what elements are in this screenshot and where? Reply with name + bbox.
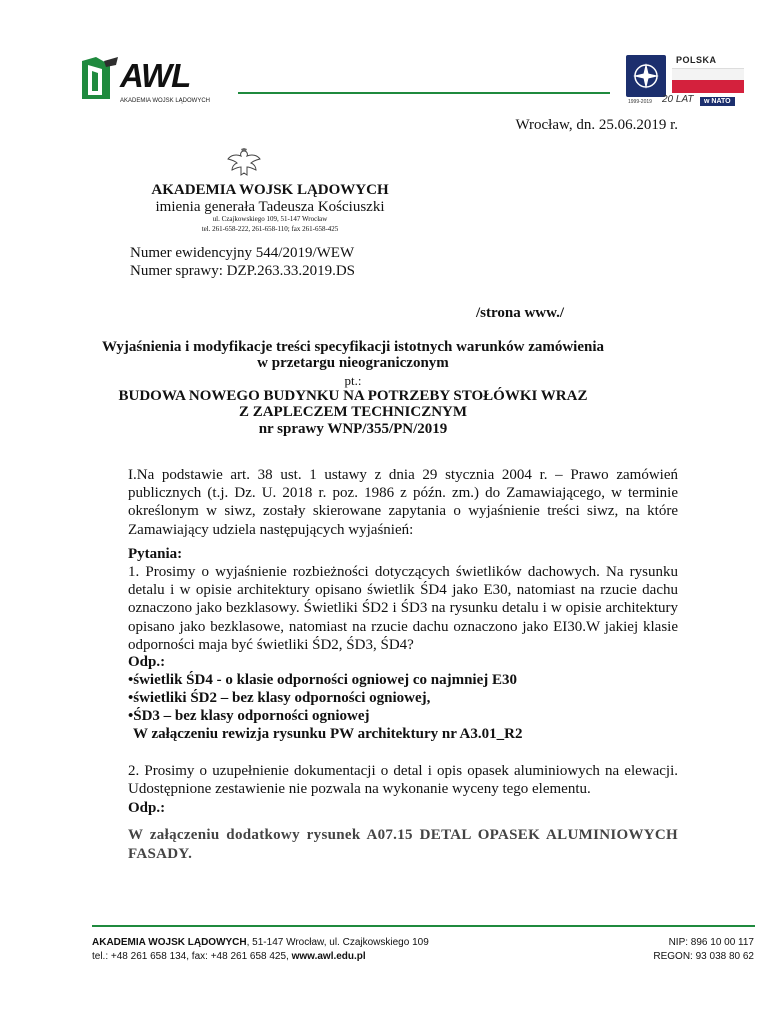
- logo-text: AWL: [120, 57, 191, 94]
- sender-address: ul. Czajkowskiego 109, 51-147 Wrocław: [212, 215, 328, 223]
- footer-regon: REGON: 93 038 80 62: [653, 951, 754, 962]
- case-number: Numer sprawy: DZP.263.33.2019.DS: [130, 263, 355, 279]
- header-divider: [238, 92, 610, 94]
- title-line-6: nr sprawy WNP/355/PN/2019: [258, 421, 448, 437]
- question-2: 2. Prosimy o uzupełnienie dokumentacji o detal i opis opasek aluminiowych na elewacji. Udostępnione zestawienie nie pozwala na wykonanie wyceny tego elementu.: [128, 763, 678, 798]
- nato-country: POLSKA: [676, 55, 717, 65]
- nato-badge: [626, 52, 748, 110]
- footer-org-address: , 51-147 Wrocław, ul. Czajkowskiego 109: [246, 937, 429, 948]
- footer-nip: NIP: 896 10 00 117: [668, 937, 754, 948]
- title-line-2: w przetargu nieograniczonym: [257, 355, 449, 371]
- destination-label: /strona www./: [476, 305, 565, 321]
- answer-1-line-3: •ŚD3 – bez klasy odporności ogniowej: [128, 708, 370, 724]
- sender-patron: imienia generała Tadeusza Kościuszki: [155, 199, 385, 215]
- answer-1-line-2: •świetliki ŚD2 – bez klasy odporności ogniowej,: [128, 690, 431, 706]
- title-line-1: Wyjaśnienia i modyfikacje treści specyfikacji istotnych warunków zamówienia: [101, 339, 605, 355]
- nato-years: 1999-2019: [628, 99, 652, 105]
- answer-2: W załączeniu dodatkowy rysunek A07.15 DETAL OPASEK ALUMINIOWYCH FASADY.: [128, 827, 678, 862]
- answer-1-line-1: •świetlik ŚD4 - o klasie odporności ogniowej co najmniej E30: [128, 672, 518, 688]
- footer-org: [92, 937, 429, 948]
- title-line-4: BUDOWA NOWEGO BUDYNKU NA POTRZEBY STOŁÓWKI WRAZ: [118, 388, 588, 404]
- footer-website-link[interactable]: www.awl.edu.pl: [291, 951, 366, 962]
- footer-phones: tel.: +48 261 658 134, fax: +48 261 658 425,: [92, 951, 292, 962]
- title-line-3: pt.:: [344, 373, 362, 388]
- footer-org-name: AKADEMIA WOJSK LĄDOWYCH: [92, 937, 247, 948]
- footer-divider: [92, 925, 755, 927]
- intro-paragraph: I.Na podstawie art. 38 ust. 1 ustawy z dnia 29 stycznia 2004 r. – Prawo zamówień publicznych (t.j. Dz. U. 2018 r. poz. 1986 z późn. zm.) do Zamawiającego, w terminie określonym w siwz, zostały skierowane zapytania o wyjaśnienie treści siwz, na które Zamawiający udziela następujących wyjaśnień:: [128, 467, 678, 538]
- document-date: Wrocław, dn. 25.06.2019 r.: [515, 117, 678, 133]
- awl-logo: [80, 55, 230, 113]
- sender-name: AKADEMIA WOJSK LĄDOWYCH: [151, 182, 389, 198]
- footer-contact: [92, 951, 366, 962]
- evidence-number: Numer ewidencyjny 544/2019/WEW: [130, 245, 355, 261]
- awl-emblem-icon: [80, 55, 120, 103]
- flag-red-stripe: [672, 80, 744, 93]
- questions-heading: Pytania:: [128, 546, 183, 562]
- logo-subtitle: AKADEMIA WOJSK LĄDOWYCH: [120, 98, 211, 104]
- nato-emblem-icon: [626, 55, 666, 97]
- sender-phones: tel. 261-658-222, 261-658-110; fax 261-658-425: [201, 225, 339, 233]
- answer-1-line-4: W załączeniu rewizja rysunku PW architektury nr A3.01_R2: [133, 726, 523, 742]
- eagle-emblem-icon: [226, 148, 262, 178]
- answer-1-heading: Odp.:: [128, 654, 166, 670]
- title-line-5: Z ZAPLECZEM TECHNICZNYM: [238, 404, 468, 420]
- question-1: 1. Prosimy o wyjaśnienie rozbieżności dotyczących świetlików dachowych. Na rysunku detalu i w opisie architektury opisano świetlik ŚD4 jako E30, natomiast na rzucie dachu oznaczono jako bezklasowy. Świetliki ŚD2 i ŚD3 na rysunku detalu i w opisie architektury opisano jako bezklasowe, natomiast na rzucie dachu oznaczono jako EI30.W jakiej klasie odporności maja być świetliki ŚD2, ŚD3, ŚD4?: [128, 564, 678, 653]
- nato-label: w NATO: [700, 97, 735, 106]
- nato-anniversary: 20 LAT: [662, 94, 694, 105]
- answer-2-heading: Odp.:: [128, 800, 166, 816]
